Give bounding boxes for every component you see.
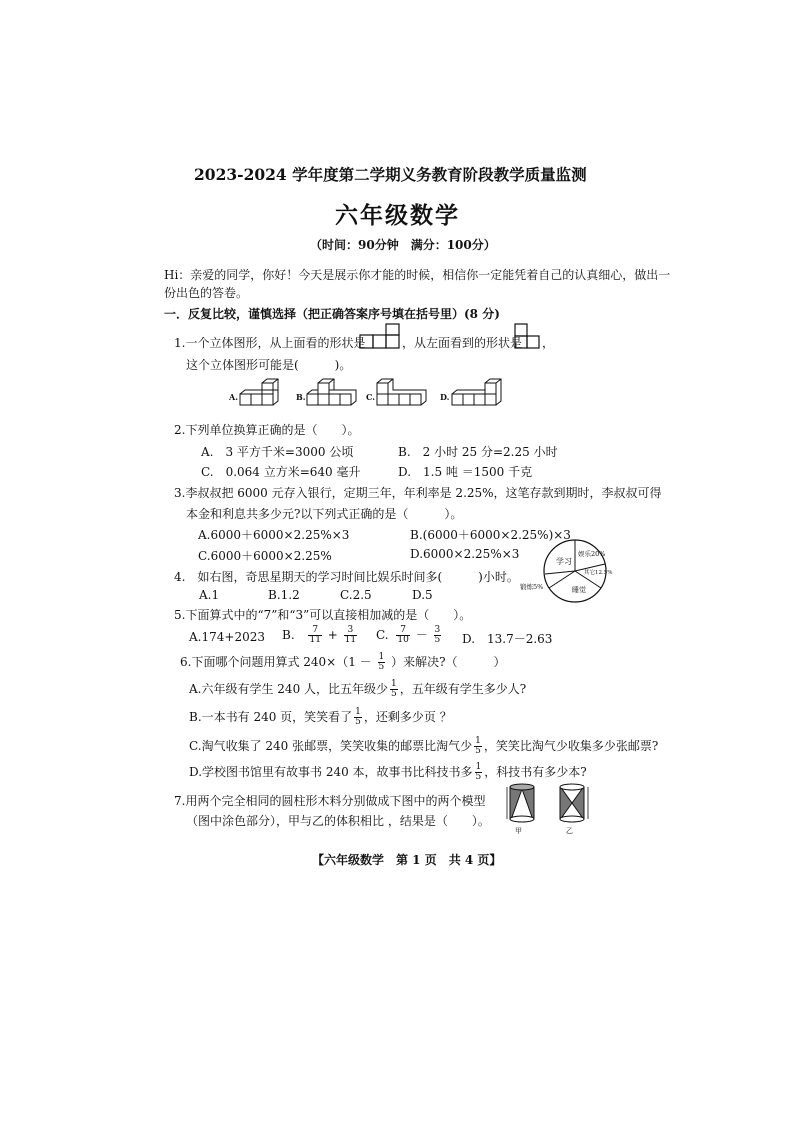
q5-option-a: A.174+2023 bbox=[189, 630, 265, 644]
q3-option-c: C.6000＋6000×2.25% bbox=[198, 549, 332, 563]
q1-option-c-label: C. bbox=[366, 392, 376, 402]
q4-option-d: D.5 bbox=[412, 588, 433, 602]
fraction: $\frac{3}{5}$ bbox=[434, 625, 441, 645]
fraction: $\frac{3}{11}$ bbox=[344, 625, 357, 645]
q2-option-b: B. 2 小时 25 分=2.25 小时 bbox=[398, 445, 558, 459]
q7-line1: 7.用两个完全相同的圆柱形木料分别做成下图中的两个模型 bbox=[174, 794, 486, 808]
q7-line2: （图中涂色部分），甲与乙的体积相比 ，结果是（ ）。 bbox=[186, 814, 490, 828]
q6-option-b: B.一本书有 240 页，笑笑看了 $\frac{1}{5}$ ，还剩多少页 ？ bbox=[189, 707, 452, 727]
subject-title: 六年级数学 bbox=[335, 202, 460, 229]
fraction: $\frac{1}{5}$ bbox=[378, 652, 385, 672]
label-yi: 乙 bbox=[566, 827, 573, 835]
q1-text-a: 1.一个立体图形，从上面看的形状是 bbox=[174, 336, 366, 350]
cube-figure-b bbox=[305, 378, 357, 410]
q1-text-c: ， bbox=[542, 336, 555, 350]
exam-title: 2023-2024 学年度第二学期义务教育阶段教学质量监测 bbox=[194, 165, 587, 184]
q5-option-d: D. 13.7－2.63 bbox=[462, 632, 553, 646]
q1-option-a-label: A. bbox=[229, 392, 238, 402]
q5-stem: 5.下面算式中的“7”和“3”可以直接相加减的是（ ）。 bbox=[174, 608, 472, 622]
fraction: $\frac{7}{11}$ bbox=[309, 625, 321, 645]
greeting-line-1: Hi：亲爱的同学，你好！今天是展示你才能的时候，相信你一定能凭着自己的认真细心，做出一 bbox=[164, 268, 671, 282]
time-info: （时间：90分钟 满分：100分） bbox=[310, 238, 496, 252]
q4-stem: 4. 如右图，奇思星期天的学习时间比娱乐时间多( )小时。 bbox=[174, 570, 519, 584]
fraction: $\frac{1}{5}$ bbox=[475, 762, 482, 782]
cube-figure-a bbox=[238, 378, 286, 410]
q3-stem-line1: 3.李叔叔把 6000 元存入银行，定期三年，年利率是 2.25%，这笔存款到期时，李叔叔可得 bbox=[174, 486, 662, 500]
q1-text-b: ，从左面看到的形状是 bbox=[402, 336, 523, 350]
q2-option-c: C. 0.064 立方米=640 毫升 bbox=[201, 465, 361, 479]
q6-option-a: A.六年级有学生 240 人，比五年级少 $\frac{1}{5}$ ，五年级有学生多少人? bbox=[189, 679, 527, 699]
greeting-line-2: 份出色的答卷。 bbox=[164, 286, 249, 300]
q6-option-d: D.学校图书馆里有故事书 240 本，故事书比科技书多 $\frac{1}{5}$ ，科技书有多少本? bbox=[189, 762, 587, 782]
pie-label-study: 学习 bbox=[556, 557, 572, 566]
q4-option-b: B.1.2 bbox=[268, 588, 300, 602]
q3-option-d: D.6000×2.25%×3 bbox=[410, 547, 520, 561]
cylinder-model-yi bbox=[556, 782, 600, 826]
left-view-icon bbox=[514, 324, 542, 350]
q2-option-d: D. 1.5 吨 ＝1500 千克 bbox=[398, 465, 533, 479]
section-title: 一．反复比较，谨慎选择（把正确答案序号填在括号里）(8 分) bbox=[164, 307, 500, 321]
q3-stem-line2: 本金和利息共多少元?以下列式正确的是（ ）。 bbox=[186, 507, 463, 521]
q6-stem: 6.下面哪个问题用算式 240×（1 － $\frac{1}{5}$ ）来解决?（ ） bbox=[180, 652, 506, 672]
page-footer: 【六年级数学 第 1 页 共 4 页】 bbox=[312, 853, 502, 867]
fraction: $\frac{7}{10}$ bbox=[397, 625, 409, 645]
q4-option-a: A.1 bbox=[199, 588, 220, 602]
cube-figure-c bbox=[375, 378, 427, 410]
pie-label-exercise: 锻炼5% bbox=[520, 583, 544, 591]
q5-option-c: C. $\frac{7}{10}$ － $\frac{3}{5}$ bbox=[376, 625, 441, 645]
top-view-icon bbox=[358, 324, 404, 350]
q2-option-a: A. 3 平方千米=3000 公顷 bbox=[201, 445, 354, 459]
pie-label-fun: 娱乐20% bbox=[578, 550, 606, 558]
q5-option-b: B. $\frac{7}{11}$ + $\frac{3}{11}$ bbox=[282, 625, 357, 645]
pie-label-sleep: 睡觉 bbox=[572, 586, 586, 594]
cube-figure-d bbox=[450, 376, 502, 412]
label-jia: 甲 bbox=[515, 827, 522, 835]
fraction: $\frac{1}{5}$ bbox=[355, 707, 361, 727]
cylinder-model-jia bbox=[504, 782, 538, 826]
q3-option-b: B.(6000＋6000×2.25%)×3 bbox=[410, 528, 571, 542]
q1-option-b-label: B. bbox=[296, 392, 306, 402]
q1-text-line2: 这个立体图形可能是( )。 bbox=[186, 358, 352, 372]
fraction: $\frac{1}{5}$ bbox=[391, 679, 397, 699]
fraction: $\frac{1}{5}$ bbox=[475, 736, 481, 756]
q3-option-a: A.6000＋6000×2.25%×3 bbox=[198, 528, 350, 542]
pie-label-other: 其它12.5% bbox=[584, 570, 613, 576]
q2-stem: 2.下列单位换算正确的是（ ）。 bbox=[174, 423, 360, 437]
q1-option-d-label: D. bbox=[440, 392, 450, 402]
q6-option-c: C.淘气收集了 240 张邮票，笑笑收集的邮票比淘气少 $\frac{1}{5}$ ，笑笑比淘气少收集多少张邮票? bbox=[189, 736, 659, 756]
q4-option-c: C.2.5 bbox=[340, 588, 372, 602]
